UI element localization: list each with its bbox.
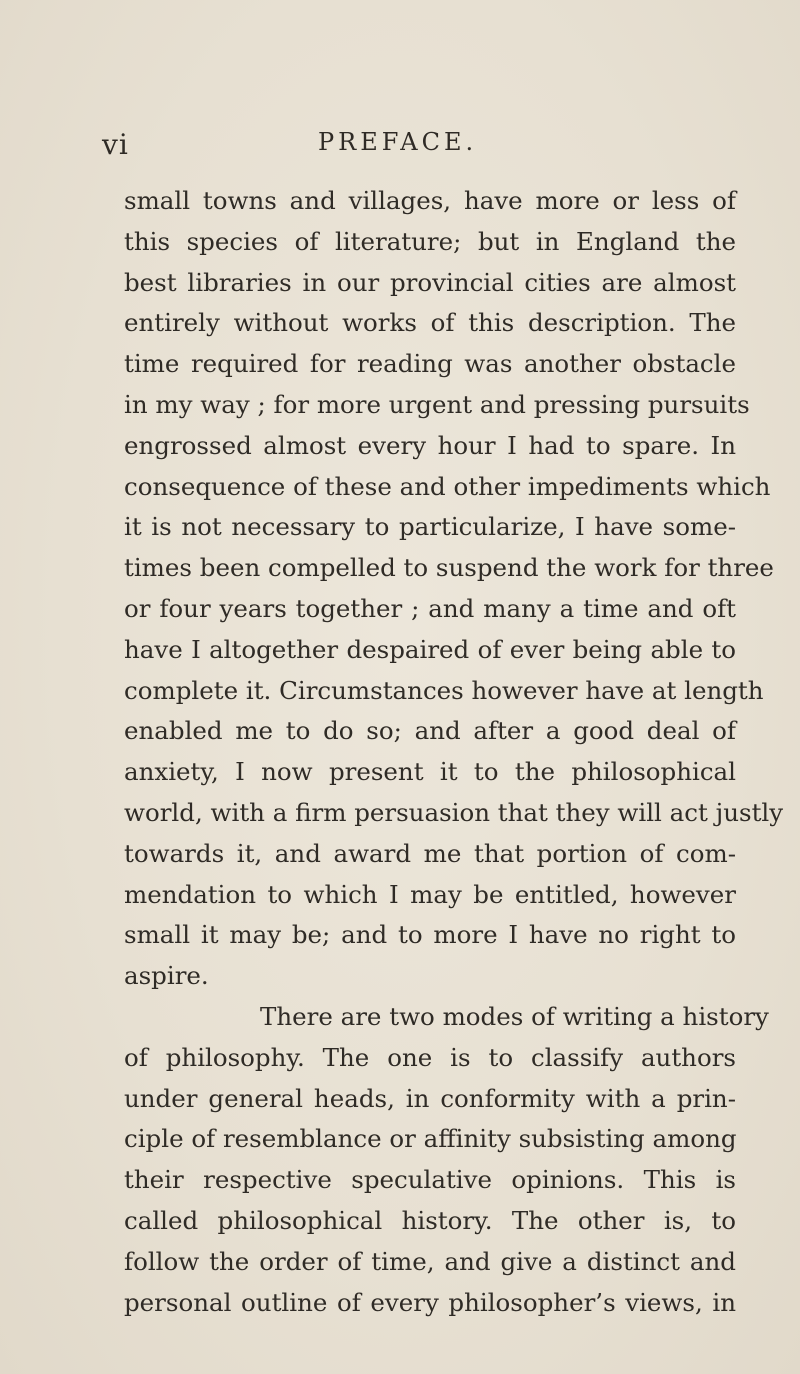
text-line: enabled me to do so; and after a good deal of [124, 716, 736, 746]
text-line: have I altogether despaired of ever being able to [124, 634, 736, 664]
text-line: or four years together ; and many a time and oft [124, 593, 736, 623]
text-line: mendation to which I may be entitled, however [124, 879, 736, 909]
text-line: entirely without works of this description. The [124, 308, 736, 338]
text-line: under general heads, in conformity with a prin- [124, 1083, 736, 1113]
text-line: it is not necessary to particularize, I have some- [124, 512, 736, 542]
text-line: complete it. Circumstances however have at length [124, 675, 764, 705]
running-head [0, 128, 800, 168]
body-text [124, 181, 784, 1323]
text-line: small it may be; and to more I have no right to [124, 920, 736, 950]
text-line: small towns and villages, have more or less of [124, 186, 736, 215]
text-line: consequence of these and other impediments which [124, 471, 771, 501]
running-head-title: PREFACE. [318, 128, 478, 156]
text-line: this species of literature; but in England the [124, 226, 736, 256]
text-line: times been compelled to suspend the work for three [124, 553, 774, 583]
text-line: towards it, and award me that portion of com- [124, 838, 736, 868]
text-line: best libraries in our provincial cities are almost [124, 267, 736, 297]
text-line: engrossed almost every hour I had to spare. In [124, 430, 736, 460]
text-line: follow the order of time, and give a distinct and [124, 1246, 736, 1276]
paragraph-start-line: There are two modes of writing a history [260, 1001, 769, 1031]
text-line: anxiety, I now present it to the philosophical [124, 757, 736, 787]
text-line: of philosophy. The one is to classify authors [124, 1042, 736, 1072]
page-number: vi [102, 128, 129, 161]
text-line: personal outline of every philosopher’s views, in [124, 1287, 736, 1317]
text-line: time required for reading was another obstacle [124, 349, 736, 379]
text-line: their respective speculative opinions. This is [124, 1165, 736, 1195]
text-line: world, with a firm persuasion that they will act justly [124, 797, 784, 827]
text-line: in my way ; for more urgent and pressing pursuits [124, 389, 750, 419]
text-line: ciple of resemblance or affinity subsisting among [124, 1124, 737, 1154]
text-line: called philosophical history. The other is, to [124, 1205, 736, 1235]
paragraph-end-line: aspire. [124, 961, 209, 991]
